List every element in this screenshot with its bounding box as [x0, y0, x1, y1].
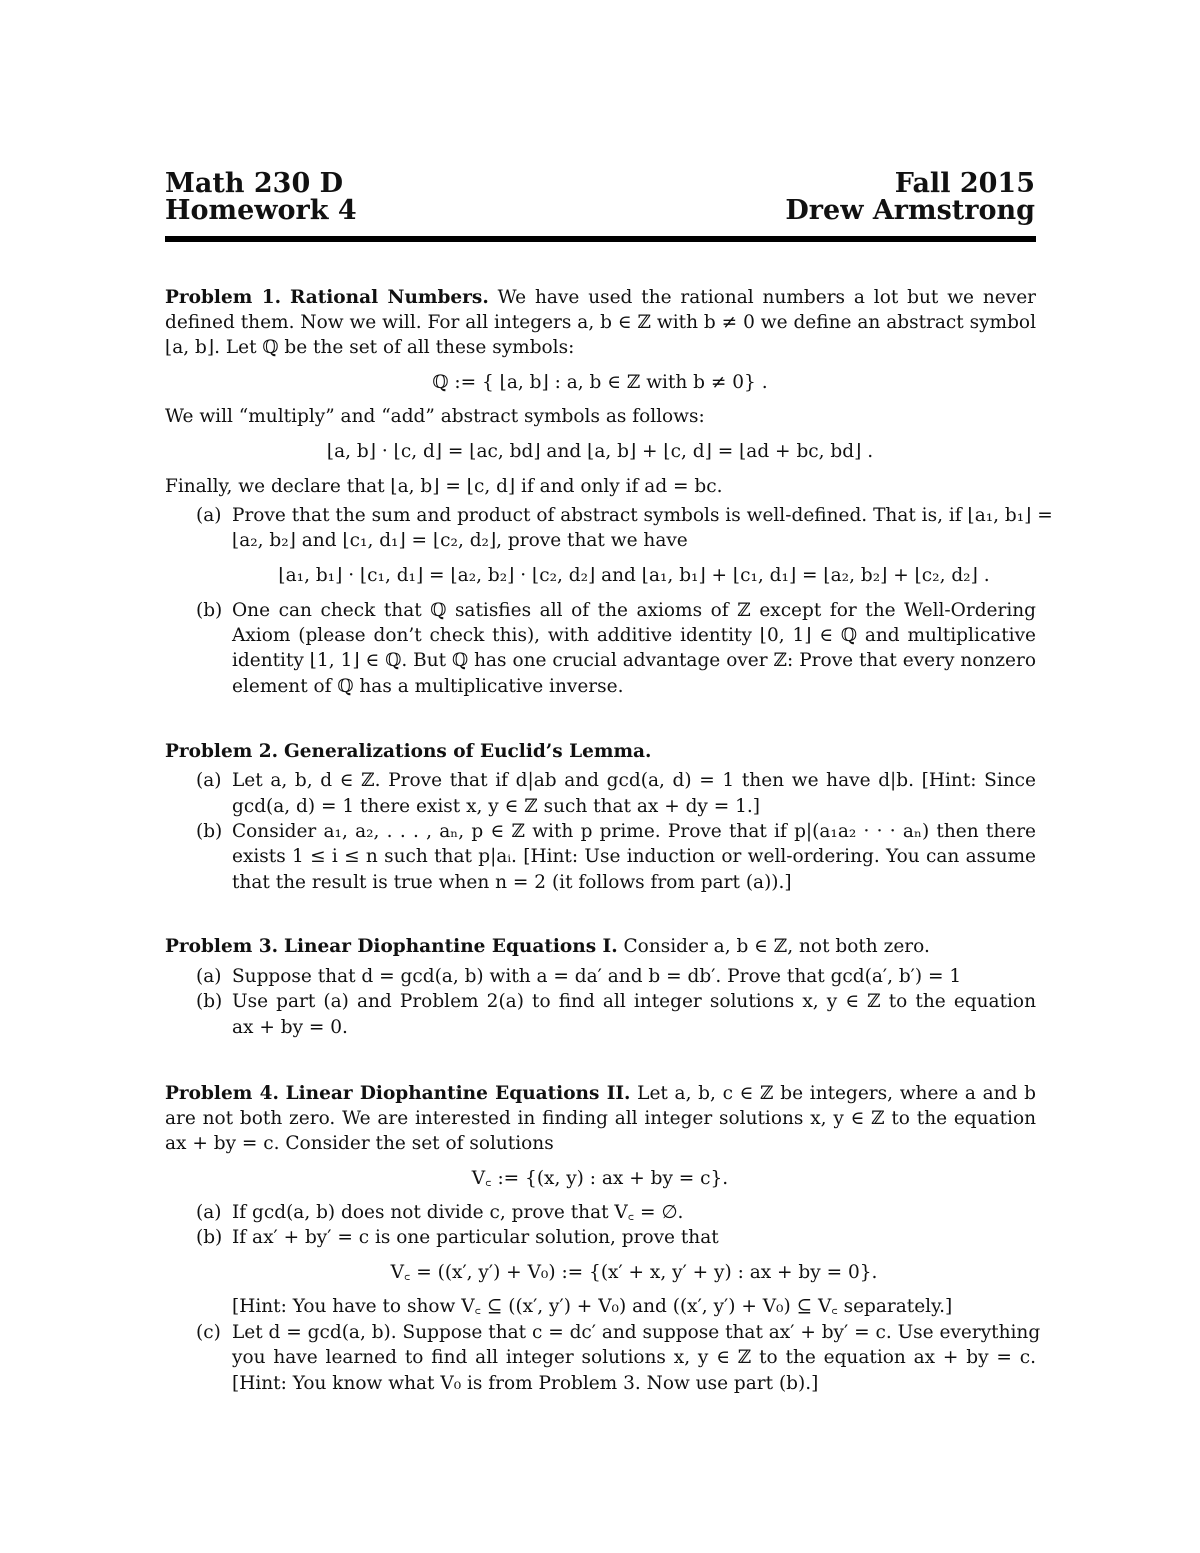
problem-1-part-b-line-3: identity ⌊1, 1⌋ ∈ ℚ. But ℚ has one crucial advantage over ℤ: Prove that every nonzero	[232, 650, 1036, 671]
problem-1-part-a-display: ⌊a₁, b₁⌋ · ⌊c₁, d₁⌋ = ⌊a₂, b₂⌋ · ⌊c₂, d₂⌋ and ⌊a₁, b₁⌋ + ⌊c₁, d₁⌋ = ⌊a₂, b₂⌋ + ⌊c₂, d₂⌋ .	[278, 565, 990, 586]
problem-2-part-b-line-2: exists 1 ≤ i ≤ n such that p|aᵢ. [Hint: Use induction or well-ordering. You can assume	[232, 846, 1036, 867]
problem-4-part-b-line-1: If ax′ + by′ = c is one particular solution, prove that	[232, 1227, 719, 1248]
problem-4-part-b-label: (b)	[196, 1227, 223, 1248]
problem-1-part-b-line-4: element of ℚ has a multiplicative inverse.	[232, 676, 624, 697]
problem-4-text: Let a, b, c ∈ ℤ be integers, where a and b	[637, 1083, 1036, 1104]
problem-2-title: Generalizations of Euclid’s Lemma.	[283, 741, 652, 762]
problem-1-mid: We will “multiply” and “add” abstract symbols as follows:	[165, 406, 705, 427]
problem-4-part-c-line-2: you have learned to find all integer solutions x, y ∈ ℤ to the equation ax + by = c.	[232, 1347, 1036, 1368]
problem-4-part-a-line-1: If gcd(a, b) does not divide c, prove that V꜀ = ∅.	[232, 1202, 684, 1223]
problem-4-line-2: are not both zero. We are interested in finding all integer solutions x, y ∈ ℤ to the equation	[165, 1108, 1036, 1129]
problem-2-part-b-line-1: Consider a₁, a₂, . . . , aₙ, p ∈ ℤ with p prime. Prove that if p|(a₁a₂ · · · aₙ) then there	[232, 821, 1036, 842]
problem-1-display-1: ℚ := { ⌊a, b⌋ : a, b ∈ ℤ with b ≠ 0} .	[432, 372, 768, 393]
problem-2-part-b-line-3: that the result is true when n = 2 (it follows from part (a)).]	[232, 872, 792, 893]
problem-3-part-a-line-1: Suppose that d = gcd(a, b) with a = da′ and b = db′. Prove that gcd(a′, b′) = 1	[232, 966, 962, 987]
problem-4-line-3: ax + by = c. Consider the set of solutions	[165, 1133, 554, 1154]
problem-1-part-a-label: (a)	[196, 505, 222, 526]
problem-3-part-b-line-2: ax + by = 0.	[232, 1017, 348, 1038]
problem-3-part-b-label: (b)	[196, 991, 223, 1012]
term: Fall 2015	[894, 168, 1035, 199]
problem-4-display-1: V꜀ := {(x, y) : ax + by = c}.	[471, 1168, 729, 1189]
problem-1-part-b-label: (b)	[196, 600, 223, 621]
instructor-name: Drew Armstrong	[785, 195, 1035, 226]
problem-3-title: Linear Diophantine Equations I.	[283, 936, 618, 957]
problem-1-part-b-line-1: One can check that ℚ satisfies all of the axioms of ℤ except for the Well-Ordering	[232, 600, 1036, 621]
problem-4-part-c-line-1: Let d = gcd(a, b). Suppose that c = dc′ and suppose that ax′ + by′ = c. Use everything	[232, 1322, 1041, 1343]
problem-3-label: Problem 3.	[165, 936, 279, 957]
problem-3-heading	[165, 936, 930, 958]
header-rule	[165, 236, 1036, 242]
problem-4-title: Linear Diophantine Equations II.	[285, 1083, 631, 1104]
problem-3-part-a-label: (a)	[196, 966, 222, 987]
problem-4-part-a-label: (a)	[196, 1202, 222, 1223]
problem-1-line-2: defined them. Now we will. For all integers a, b ∈ ℤ with b ≠ 0 we define an abstract symbol	[165, 312, 1036, 333]
problem-1-part-a-line-1: Prove that the sum and product of abstract symbols is well-defined. That is, if ⌊a₁, b₁⌋ =	[232, 505, 1053, 526]
problem-1-after: Finally, we declare that ⌊a, b⌋ = ⌊c, d⌋ if and only if ad = bc.	[165, 476, 723, 497]
course-title: Math 230 D	[165, 168, 344, 199]
problem-1-display-2: ⌊a, b⌋ · ⌊c, d⌋ = ⌊ac, bd⌋ and ⌊a, b⌋ + ⌊c, d⌋ = ⌊ad + bc, bd⌋ .	[326, 441, 874, 462]
problem-2-part-a-label: (a)	[196, 770, 222, 791]
problem-1-part-a-line-2: ⌊a₂, b₂⌋ and ⌊c₁, d₁⌋ = ⌊c₂, d₂⌋, prove that we have	[232, 530, 688, 551]
problem-3-intro: Consider a, b ∈ ℤ, not both zero.	[623, 936, 930, 957]
problem-4-line-1	[165, 1083, 1036, 1105]
problem-4-part-c-line-3: [Hint: You know what V₀ is from Problem 3. Now use part (b).]	[232, 1373, 819, 1394]
problem-1-part-b-line-2: Axiom (please don’t check this), with additive identity ⌊0, 1⌋ ∈ ℚ and multiplicative	[232, 625, 1036, 646]
problem-1-line-3: ⌊a, b⌋. Let ℚ be the set of all these symbols:	[165, 337, 575, 358]
problem-4-part-b-display: V꜀ = ((x′, y′) + V₀) := {(x′ + x, y′ + y) : ax + by = 0}.	[390, 1262, 878, 1283]
problem-4-label: Problem 4.	[165, 1083, 279, 1104]
problem-4-part-b-hint: [Hint: You have to show V꜀ ⊆ ((x′, y′) + V₀) and ((x′, y′) + V₀) ⊆ V꜀ separately.]	[232, 1296, 953, 1317]
assignment-title: Homework 4	[165, 195, 357, 226]
problem-1-label: Problem 1.	[165, 287, 282, 308]
problem-1-line-1	[165, 287, 1036, 309]
problem-2-part-a-line-1: Let a, b, d ∈ ℤ. Prove that if d|ab and gcd(a, d) = 1 then we have d|b. [Hint: Since	[232, 770, 1036, 791]
problem-2-heading	[165, 741, 651, 763]
problem-2-part-b-label: (b)	[196, 821, 223, 842]
problem-4-part-c-label: (c)	[196, 1322, 221, 1343]
problem-1-text: We have used the rational numbers a lot but we never	[497, 287, 1036, 308]
problem-2-label: Problem 2.	[165, 741, 279, 762]
problem-1-title: Rational Numbers.	[289, 287, 489, 308]
problem-2-part-a-line-2: gcd(a, d) = 1 there exist x, y ∈ ℤ such that ax + dy = 1.]	[232, 796, 760, 817]
problem-3-part-b-line-1: Use part (a) and Problem 2(a) to find all integer solutions x, y ∈ ℤ to the equation	[232, 991, 1036, 1012]
